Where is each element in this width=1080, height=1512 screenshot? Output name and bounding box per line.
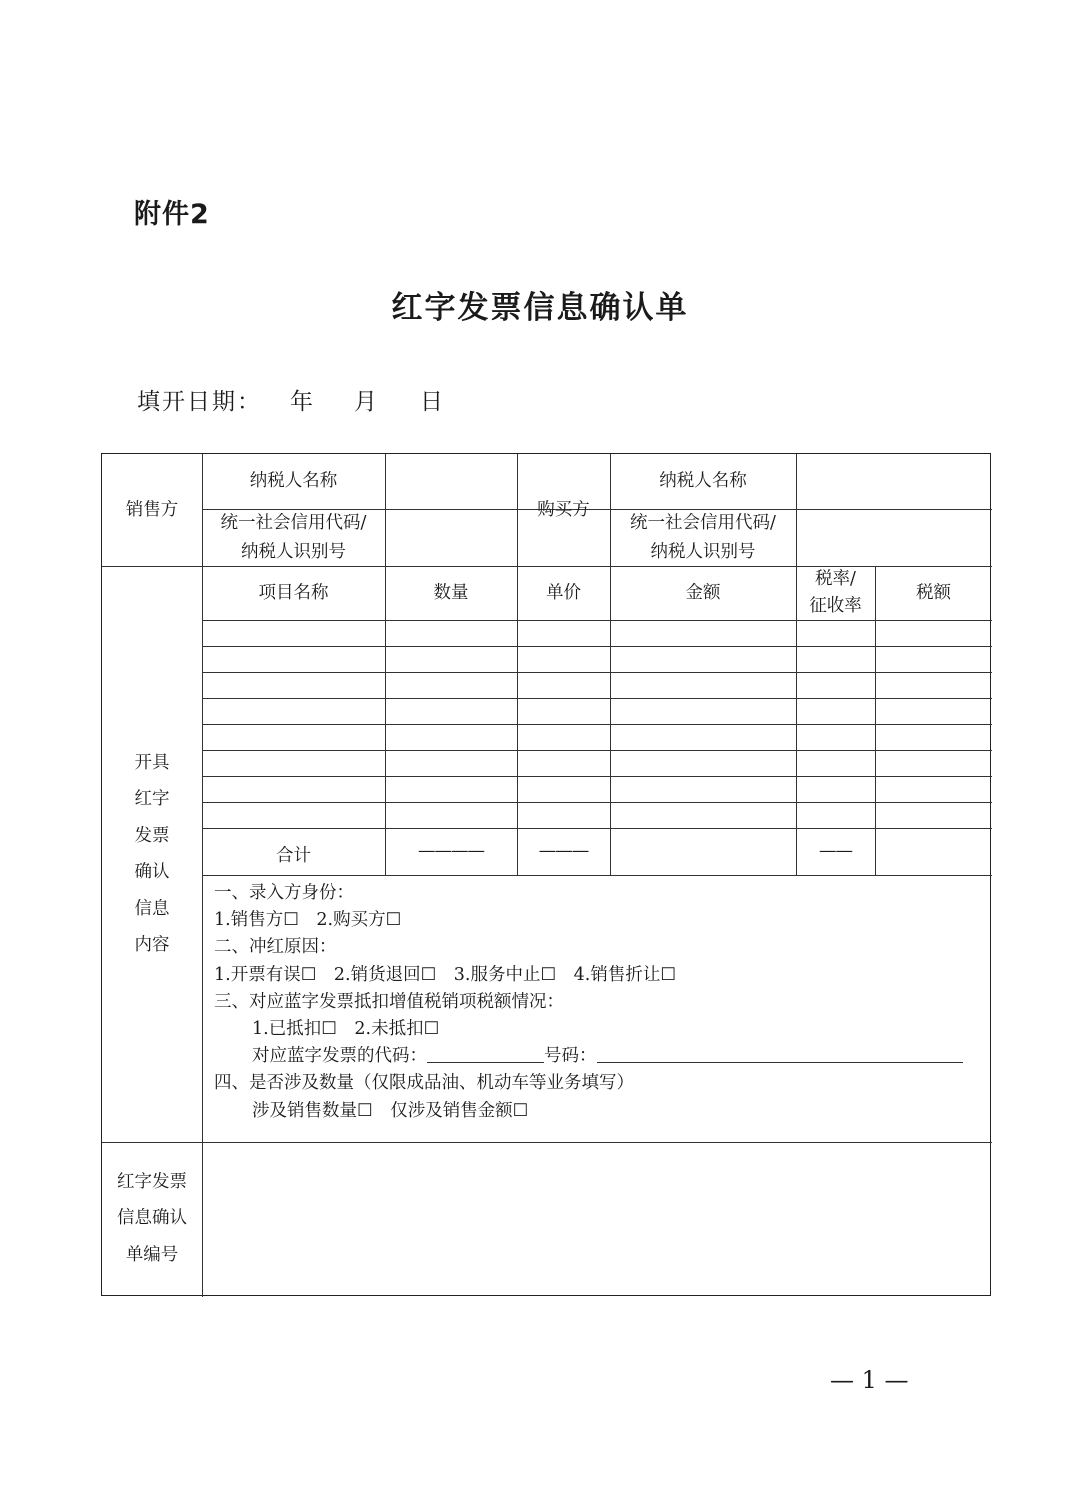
confirm-number-label xyxy=(102,1142,202,1295)
document-title: 红字发票信息确认单 xyxy=(391,290,689,326)
info-quantity-heading: 四、是否涉及数量（仅限成品油、机动车等业务填写） xyxy=(214,1073,634,1094)
info-deduction-heading: 三、对应蓝字发票抵扣增值税销项税额情况： xyxy=(214,991,564,1012)
buyer-credit-code-field[interactable] xyxy=(796,509,992,566)
page-number: — 1 — xyxy=(830,1366,909,1394)
info-block xyxy=(214,880,963,1125)
attachment-label: 附件2 xyxy=(134,199,210,230)
seller-credit-code-field[interactable] xyxy=(385,509,517,566)
section-label-part: 开具 xyxy=(134,752,170,773)
date-year: 年 xyxy=(290,389,315,415)
col-item-name: 项目名称 xyxy=(258,582,329,603)
tax-rate-line2: 征收率 xyxy=(809,596,862,616)
info-quantity-options[interactable]: 涉及销售数量☐ 仅涉及销售金额☐ xyxy=(252,1100,529,1121)
date-month: 月 xyxy=(354,389,379,415)
tax-rate-line1: 税率/ xyxy=(815,569,856,589)
info-entry-identity-options[interactable]: 1.销售方☐ 2.购买方☐ xyxy=(214,910,402,931)
buyer-credit-code-label xyxy=(610,509,796,566)
col-tax-rate xyxy=(796,566,875,620)
info-reason-options[interactable]: 1.开票有误☐ 2.销货退回☐ 3.服务中止☐ 4.销售折让☐ xyxy=(214,964,677,985)
section-label-part: 内容 xyxy=(134,935,170,955)
col-tax-amount: 税额 xyxy=(916,582,951,603)
col-quantity: 数量 xyxy=(433,582,469,603)
credit-code-line1: 统一社会信用代码/ xyxy=(630,512,776,533)
confirm-label-part: 单编号 xyxy=(125,1244,179,1265)
total-rate-dash: —— xyxy=(819,841,852,861)
buyer-taxpayer-name-label: 纳税人名称 xyxy=(659,471,747,491)
seller-taxpayer-name-label: 纳税人名称 xyxy=(249,471,338,491)
credit-code-line2: 纳税人识别号 xyxy=(241,541,346,562)
total-price-dash: ——— xyxy=(538,841,589,861)
blue-invoice-code-label: 对应蓝字发票的代码： xyxy=(252,1046,427,1067)
buyer-label: 购买方 xyxy=(537,499,590,520)
section-label-part: 发票 xyxy=(134,825,170,846)
seller-label: 销售方 xyxy=(125,499,179,520)
info-deduction-options[interactable]: 1.已抵扣☐ 2.未抵扣☐ xyxy=(252,1019,440,1040)
section-label-part: 信息 xyxy=(134,898,170,919)
blue-invoice-code-field[interactable] xyxy=(427,1044,544,1063)
credit-code-line1: 统一社会信用代码/ xyxy=(220,512,367,533)
section-label-part: 红字 xyxy=(134,789,170,809)
date-label: 填开日期： xyxy=(137,389,262,415)
buyer-taxpayer-name-field[interactable] xyxy=(796,454,992,509)
confirm-number-field[interactable] xyxy=(202,1142,992,1295)
confirm-label-part: 红字发票 xyxy=(117,1171,187,1192)
col-unit-price: 单价 xyxy=(546,582,581,603)
date-day: 日 xyxy=(420,389,445,415)
credit-code-line2: 纳税人识别号 xyxy=(650,541,756,562)
items-section-label xyxy=(102,566,202,1142)
total-quantity-dash: ———— xyxy=(418,841,484,861)
confirmation-form-table xyxy=(101,453,991,1296)
blue-invoice-number-label: 号码： xyxy=(544,1046,597,1067)
confirm-label-part: 信息确认 xyxy=(117,1208,187,1229)
seller-taxpayer-name-field[interactable] xyxy=(385,454,517,509)
info-reason-heading: 二、冲红原因： xyxy=(214,937,337,958)
section-label-part: 确认 xyxy=(134,862,170,882)
col-amount: 金额 xyxy=(685,582,721,603)
info-blue-invoice-line xyxy=(214,1043,963,1070)
blue-invoice-number-field[interactable] xyxy=(597,1044,963,1063)
total-label: 合计 xyxy=(276,846,311,866)
seller-credit-code-label xyxy=(202,509,385,566)
info-entry-identity-heading: 一、录入方身份： xyxy=(214,883,354,903)
